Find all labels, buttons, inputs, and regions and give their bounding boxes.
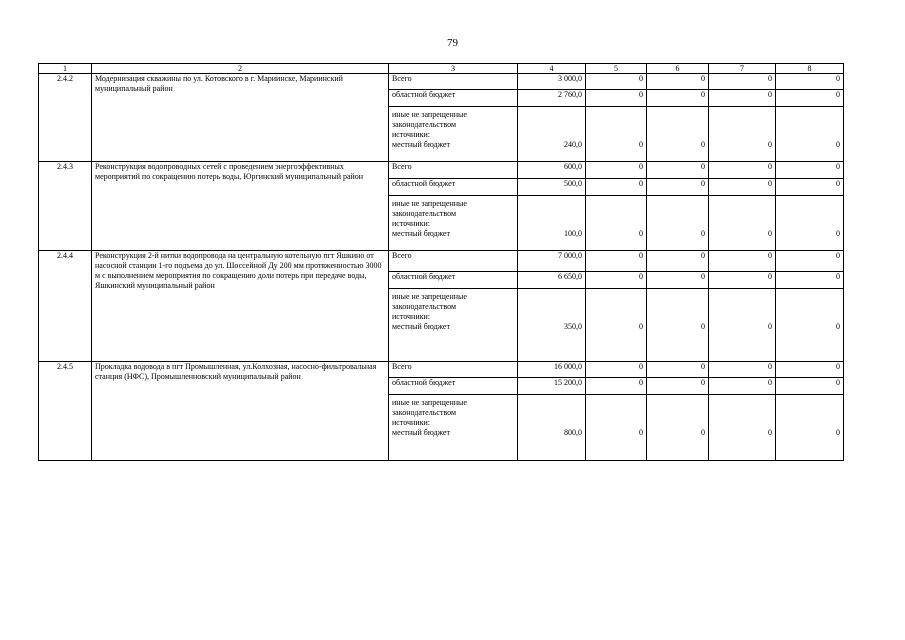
amount-cell: 3 000,0 [518,74,586,90]
header-cell: 5 [586,64,647,74]
amount-cell: 0 [776,251,844,272]
source-regional-label: областной бюджет [389,378,518,395]
amount-cell: 0 [776,289,844,362]
amount-cell: 350,0 [518,289,586,362]
source-other-line: законодательством [392,408,457,417]
amount-cell: 0 [709,196,776,251]
source-other-line: источники: [392,312,430,321]
amount-cell: 0 [647,378,709,395]
amount-cell: 0 [709,272,776,289]
amount-cell: 0 [586,196,647,251]
amount-cell: 0 [647,90,709,107]
header-cell: 3 [389,64,518,74]
source-other-line: источники: [392,219,430,228]
amount-cell: 0 [647,272,709,289]
amount-cell: 0 [586,395,647,461]
header-cell: 7 [709,64,776,74]
item-code: 2.4.3 [39,162,92,251]
amount-cell: 0 [776,90,844,107]
amount-cell: 0 [647,179,709,196]
amount-cell: 0 [647,107,709,162]
source-total-label: Всего [389,74,518,90]
amount-cell: 0 [647,362,709,378]
source-local-label: местный бюджет [392,140,450,149]
amount-cell: 0 [586,378,647,395]
amount-cell: 0 [586,162,647,179]
amount-cell: 0 [647,196,709,251]
header-cell: 1 [39,64,92,74]
source-other-line: законодательством [392,120,457,129]
amount-cell: 0 [586,74,647,90]
table-row [39,74,844,90]
header-cell: 6 [647,64,709,74]
amount-cell: 0 [709,251,776,272]
amount-cell: 0 [586,90,647,107]
amount-cell: 0 [709,107,776,162]
amount-cell: 0 [709,179,776,196]
amount-cell: 0 [776,107,844,162]
source-total-label: Всего [389,362,518,378]
budget-table [38,63,844,461]
amount-cell: 0 [709,90,776,107]
amount-cell: 0 [647,289,709,362]
source-local-label: местный бюджет [392,322,450,331]
amount-cell: 0 [647,74,709,90]
amount-cell: 0 [709,74,776,90]
amount-cell: 800,0 [518,395,586,461]
source-other-line: законодательством [392,209,457,218]
amount-cell: 0 [776,362,844,378]
header-cell: 4 [518,64,586,74]
amount-cell: 0 [709,362,776,378]
amount-cell: 0 [776,395,844,461]
source-local-label: местный бюджет [392,428,450,437]
amount-cell: 0 [586,272,647,289]
source-other-line: законодательством [392,302,457,311]
header-cell: 8 [776,64,844,74]
amount-cell: 0 [776,179,844,196]
source-other-line: источники: [392,418,430,427]
page-number: 79 [447,37,458,49]
source-regional-label: областной бюджет [389,272,518,289]
amount-cell: 240,0 [518,107,586,162]
amount-cell: 16 000,0 [518,362,586,378]
amount-cell: 0 [709,395,776,461]
source-other-line: иные не запрещенные [392,292,467,301]
source-total-label: Всего [389,251,518,272]
amount-cell: 0 [776,272,844,289]
amount-cell: 600,0 [518,162,586,179]
amount-cell: 0 [776,74,844,90]
amount-cell: 0 [776,378,844,395]
source-regional-label: областной бюджет [389,90,518,107]
source-other-line: иные не запрещенные [392,398,467,407]
source-local-label: местный бюджет [392,229,450,238]
amount-cell: 0 [647,162,709,179]
source-total-label: Всего [389,162,518,179]
source-other-label [389,395,518,461]
table-row [39,362,844,378]
source-other-line: источники: [392,130,430,139]
item-name: Модернизация скважины по ул. Котовского в г. Мариинске, Мариинский муниципальный район [92,74,389,162]
source-other-line: иные не запрещенные [392,199,467,208]
item-name: Реконструкция водопроводных сетей с проведением энергоэффективных мероприятий по сокращению потерь воды, Юргинский муниципальный район [92,162,389,251]
amount-cell: 0 [776,196,844,251]
source-other-line: иные не запрещенные [392,110,467,119]
amount-cell: 6 650,0 [518,272,586,289]
item-code: 2.4.5 [39,362,92,461]
item-name: Реконструкция 2-й нитки водопровода на центральную котельную пгт Яшкино от насосной станции 1-го подъема до ул. Шоссейной Ду 200 мм протяженностью 3000 м с выполнением мероприятия по сокращению доли потерь при передаче воды, Яшкинский муниципальный район [92,251,389,362]
amount-cell: 0 [647,251,709,272]
item-code: 2.4.2 [39,74,92,162]
item-code: 2.4.4 [39,251,92,362]
amount-cell: 15 200,0 [518,378,586,395]
header-cell: 2 [92,64,389,74]
amount-cell: 500,0 [518,179,586,196]
amount-cell: 2 760,0 [518,90,586,107]
amount-cell: 0 [586,107,647,162]
amount-cell: 0 [709,378,776,395]
amount-cell: 0 [709,289,776,362]
source-other-label [389,107,518,162]
amount-cell: 0 [586,179,647,196]
item-name: Прокладка водовода в пгт Промышленная, ул.Колхозная, насосно-фильтровальная станция (НФС), Промышленновский муниципальный район [92,362,389,461]
amount-cell: 0 [709,162,776,179]
source-other-label [389,289,518,362]
source-other-label [389,196,518,251]
amount-cell: 0 [776,162,844,179]
amount-cell: 0 [647,395,709,461]
header-row [39,64,844,74]
amount-cell: 100,0 [518,196,586,251]
table-row [39,162,844,179]
amount-cell: 0 [586,251,647,272]
amount-cell: 0 [586,289,647,362]
source-regional-label: областной бюджет [389,179,518,196]
amount-cell: 7 000,0 [518,251,586,272]
table-row [39,251,844,272]
amount-cell: 0 [586,362,647,378]
